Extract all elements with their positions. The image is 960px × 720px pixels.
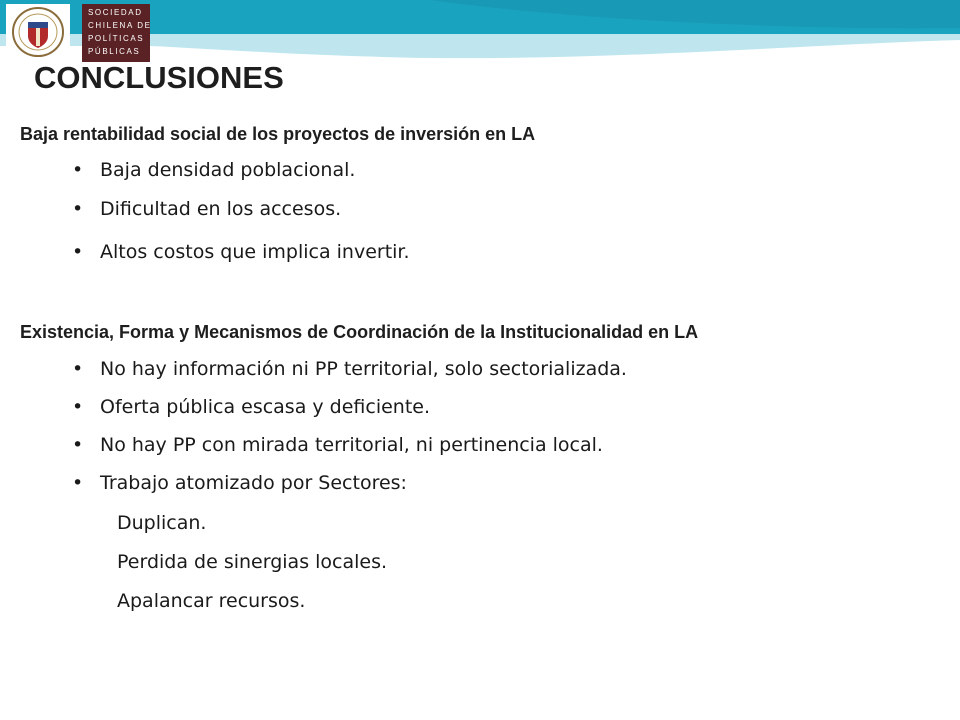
section-heading-rentabilidad: Baja rentabilidad social de los proyectos de inversión en LA [20, 124, 536, 144]
sub-item: Perdida de sinergias locales. [117, 551, 388, 573]
bullet-item: • Baja densidad poblacional. [72, 159, 356, 181]
bullet-item: • Altos costos que implica invertir. [72, 241, 410, 263]
bullet-item: • Oferta pública escasa y deficiente. [72, 396, 431, 418]
header-banner [0, 0, 960, 62]
bullet-item: • Trabajo atomizado por Sectores: [72, 472, 407, 494]
slide-title: CONCLUSIONES [34, 60, 284, 95]
university-crest-logo [6, 4, 70, 60]
sub-item: Apalancar recursos. [117, 590, 306, 612]
bullet-item: • No hay información ni PP territorial, solo sectorializada. [72, 358, 627, 380]
bullet-item: • No hay PP con mirada territorial, ni pertinencia local. [72, 434, 603, 456]
sub-item: Duplican. [117, 512, 207, 534]
sociedad-chilena-politicas-publicas-logo: SOCIEDAD CHILENA DE POLÍTICAS PÚBLICAS [82, 4, 150, 62]
bullet-item: • Dificultad en los accesos. [72, 198, 342, 220]
section-heading-institucionalidad: Existencia, Forma y Mecanismos de Coordinación de la Institucionalidad en LA [20, 322, 699, 342]
